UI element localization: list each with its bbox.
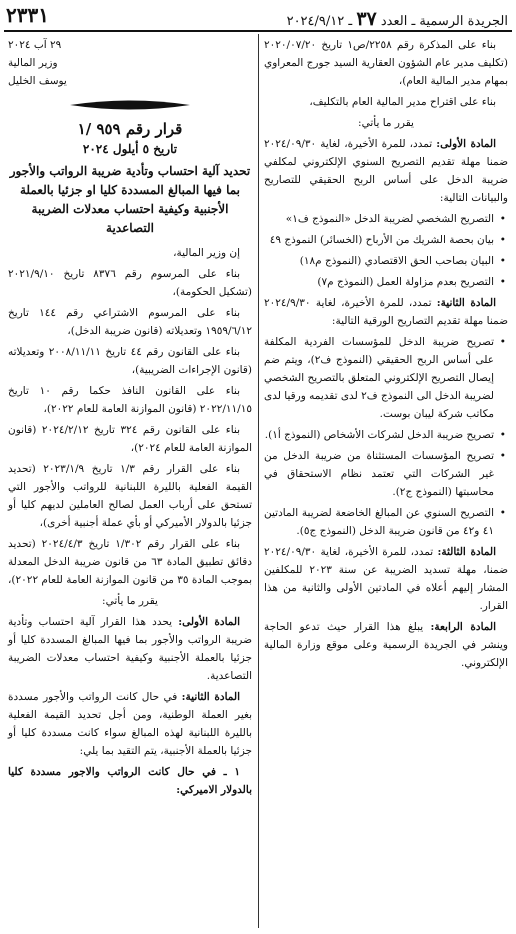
article-label: المادة الأولى: <box>178 616 240 628</box>
right-column <box>264 36 508 675</box>
article-1-list <box>264 210 494 291</box>
article-2-list <box>264 333 494 540</box>
sub-clause-1: ١ ـ في حال كانت الرواتب والاجور مسددة كليا بالدولار الاميركي: <box>8 766 252 796</box>
article-1 <box>8 613 252 685</box>
page-header <box>0 0 516 30</box>
gazette-date: ـ ٢٠٢٤/٩/١٢ <box>286 14 353 29</box>
article-2 <box>8 688 252 760</box>
paragraph: بناء على المرسوم رقم ٨٣٧٦ تاريخ ٢٠٢١/٩/١٠ (تشكيل الحكومة)، <box>8 268 252 298</box>
list-item: • تصريح المؤسسات المستثناة من ضريبة الدخل من غير الشركات التي تعتمد نظام الاستحقاق في محاسبتها (النموذج ج٢). <box>264 447 494 501</box>
article-2 <box>264 294 508 330</box>
paragraph: بناء على القانون رقم ٤٤ تاريخ ٢٠٠٨/١١/١١ وتعديلاته (قانون الإجراءات الضريبية)، <box>8 346 252 376</box>
article-text: يحدد هذا القرار آلية احتساب وتأدية ضريبة الرواتب والأجور بما فيها المبالغ المسددة كليا أو جزئيا بالعملة الأجنبية وكيفية احتساب معدلات الضريبة التصاعدية. <box>8 616 252 682</box>
article-label: المادة الثالثة: <box>437 546 497 558</box>
article-label: المادة الثانية: <box>436 297 496 309</box>
signature-block <box>8 36 252 90</box>
gazette-title-pre: الجريدة الرسمية ـ العدد <box>380 14 508 29</box>
decision-number: قرار رقم ٩٥٩ /١ <box>77 120 183 138</box>
signature-date: ٢٩ آب ٢٠٢٤ <box>8 39 62 51</box>
paragraph: بناء على المرسوم الاشتراعي رقم ١٤٤ تاريخ ١٩٥٩/٦/١٢ وتعديلاته (قانون ضريبة الدخل)، <box>8 307 252 337</box>
article-label: المادة الثانية: <box>181 691 240 703</box>
article-text: تمدد، للمرة الأخيرة، لغاية ٢٠٢٤/٠٩/٣٠ ضمنا مهلة تقديم التصريح السنوي الإلكتروني لمكلفي ضريبة الدخل على أساس الربح الحقيقي للتصاريح والبيانات التالية: <box>264 138 508 204</box>
list-item: • التصريح بعدم مزاولة العمل (النموذج م٧) <box>264 273 494 291</box>
article-text: تمدد، للمرة الأخيرة، لغاية ٢٠٢٤/٠٩/٣٠ ضمنا، مهلة تسديد الضريبة عن سنة ٢٠٢٣ للمكلفين المشار إليهم أعلاه في المادتين الأولى والثانية من هذا القرار. <box>264 546 508 612</box>
article-label: المادة الأولى: <box>436 138 497 150</box>
article-1 <box>264 135 508 207</box>
page-number: ٢٣٣١ <box>6 3 49 27</box>
article-text: تمدد، للمرة الأخيرة، لغاية ٢٠٢٤/٩/٣٠ ضمنا مهلة تقديم التصاريح الورقية التالية: <box>264 297 508 327</box>
section-divider-ornament <box>70 98 190 112</box>
column-divider <box>258 34 259 928</box>
list-item: • التصريح الشخصي لضريبة الدخل «النموذج ف١» <box>264 210 494 228</box>
article-text: في حال كانت الرواتب والأجور مسددة بغير العملة الوطنية، ومن أجل تحديد القيمة الفعلية بالليرة اللبنانية لهذه المبالغ سواء كانت مسددة كليا أو جزئيا بالعملة الأجنبية، يتم التقيد بما يلي: <box>8 691 252 757</box>
gazette-title <box>287 8 508 30</box>
header-rule <box>4 30 512 32</box>
list-item: • تصريح ضريبة الدخل لشركات الأشخاص (النموذج أ١). <box>264 426 494 444</box>
article-label: المادة الرابعة: <box>430 621 496 633</box>
article-3 <box>264 543 508 615</box>
paragraph: بناء على المذكرة رقم ٢٢٥٨/ص١ تاريخ ٢٠٢٠/٠٧/٢٠ (تكليف مدير عام الشؤون العقارية السيد جورج المعراوي بمهام مدير المالية العام)، <box>264 39 508 87</box>
issue-number: ٣٧ <box>356 8 377 30</box>
left-column <box>8 36 252 802</box>
paragraph: بناء على القانون رقم ٣٢٤ تاريخ ٢٠٢٤/٢/١٢ (قانون الموازنة العامة للعام ٢٠٢٤)، <box>8 424 252 454</box>
paragraph: بناء على القانون النافذ حكما رقم ١٠ تاريخ ٢٠٢٢/١١/١٥ (قانون الموازنة العامة للعام ٢٠٢٢)، <box>8 385 252 415</box>
paragraph: بناء على القرار رقم ١/٣ تاريخ ٢٠٢٣/١/٩ (تحديد القيمة الفعلية بالليرة اللبنانية للرواتب والأجور التي تستحق على أرباب العمل لصالح العاملين لديهم كليا أو جزئيا بالدولار الأميركي أو بأي عملة أجنبية أخرى)، <box>8 463 252 529</box>
paragraph: بناء على اقتراح مدير المالية العام بالتكليف، <box>309 96 496 108</box>
list-item: • التصريح السنوي عن المبالغ الخاضعة لضريبة المادتين ٤١ و٤٢ من قانون ضريبة الدخل (النموذج ج٥). <box>264 504 494 540</box>
list-item: • بيان بحصة الشريك من الأرباح (الخسائر) النموذج ٤٩ <box>264 231 494 249</box>
signature-title: وزير المالية <box>8 57 58 69</box>
paragraph: إن وزير المالية، <box>173 247 240 259</box>
decides-heading: يقرر ما يأتي: <box>102 595 158 607</box>
article-text: يبلغ هذا القرار حيث تدعو الحاجة وينشر في الجريدة الرسمية وعلى موقع وزارة المالية الإلكتروني. <box>264 621 508 669</box>
decides-heading: يقرر ما يأتي: <box>358 117 414 129</box>
decision-date: تاريخ ٥ أيلول ٢٠٢٤ <box>82 142 178 156</box>
article-4 <box>264 618 508 672</box>
list-item: • تصريح ضريبة الدخل للمؤسسات الفردية المكلفة على أساس الربح الحقيقي (النموذج ف٢)، ويتم ضم إيصال التصريح الإلكتروني المتعلق بالتصريح الشخصي لضريبة الدخل الى النموذج ف٢ لدى تقديمه ورقيا لدى مكاتب شركة ليبان بوست. <box>264 333 494 423</box>
list-item: • البيان بصاحب الحق الاقتصادي (النموذج م١٨) <box>264 252 494 270</box>
signature-name: يوسف الخليل <box>8 75 67 87</box>
decision-title: تحديد آلية احتساب وتأدية ضريبة الرواتب والأجور بما فيها المبالغ المسددة كليا او جزئيا بالعملة الأجنبية وكيفية احتساب معدلات الضريبة التصاعدية <box>9 164 251 235</box>
paragraph: بناء على القرار رقم ١/٣٠٢ تاريخ ٢٠٢٤/٤/٣ (تحديد دقائق تطبيق المادة ٦٣ من قانون ضريبة الدخل المعدلة بموجب المادة ٣٥ من قانون الموازنة العامة للعام ٢٠٢٢)، <box>8 538 252 586</box>
